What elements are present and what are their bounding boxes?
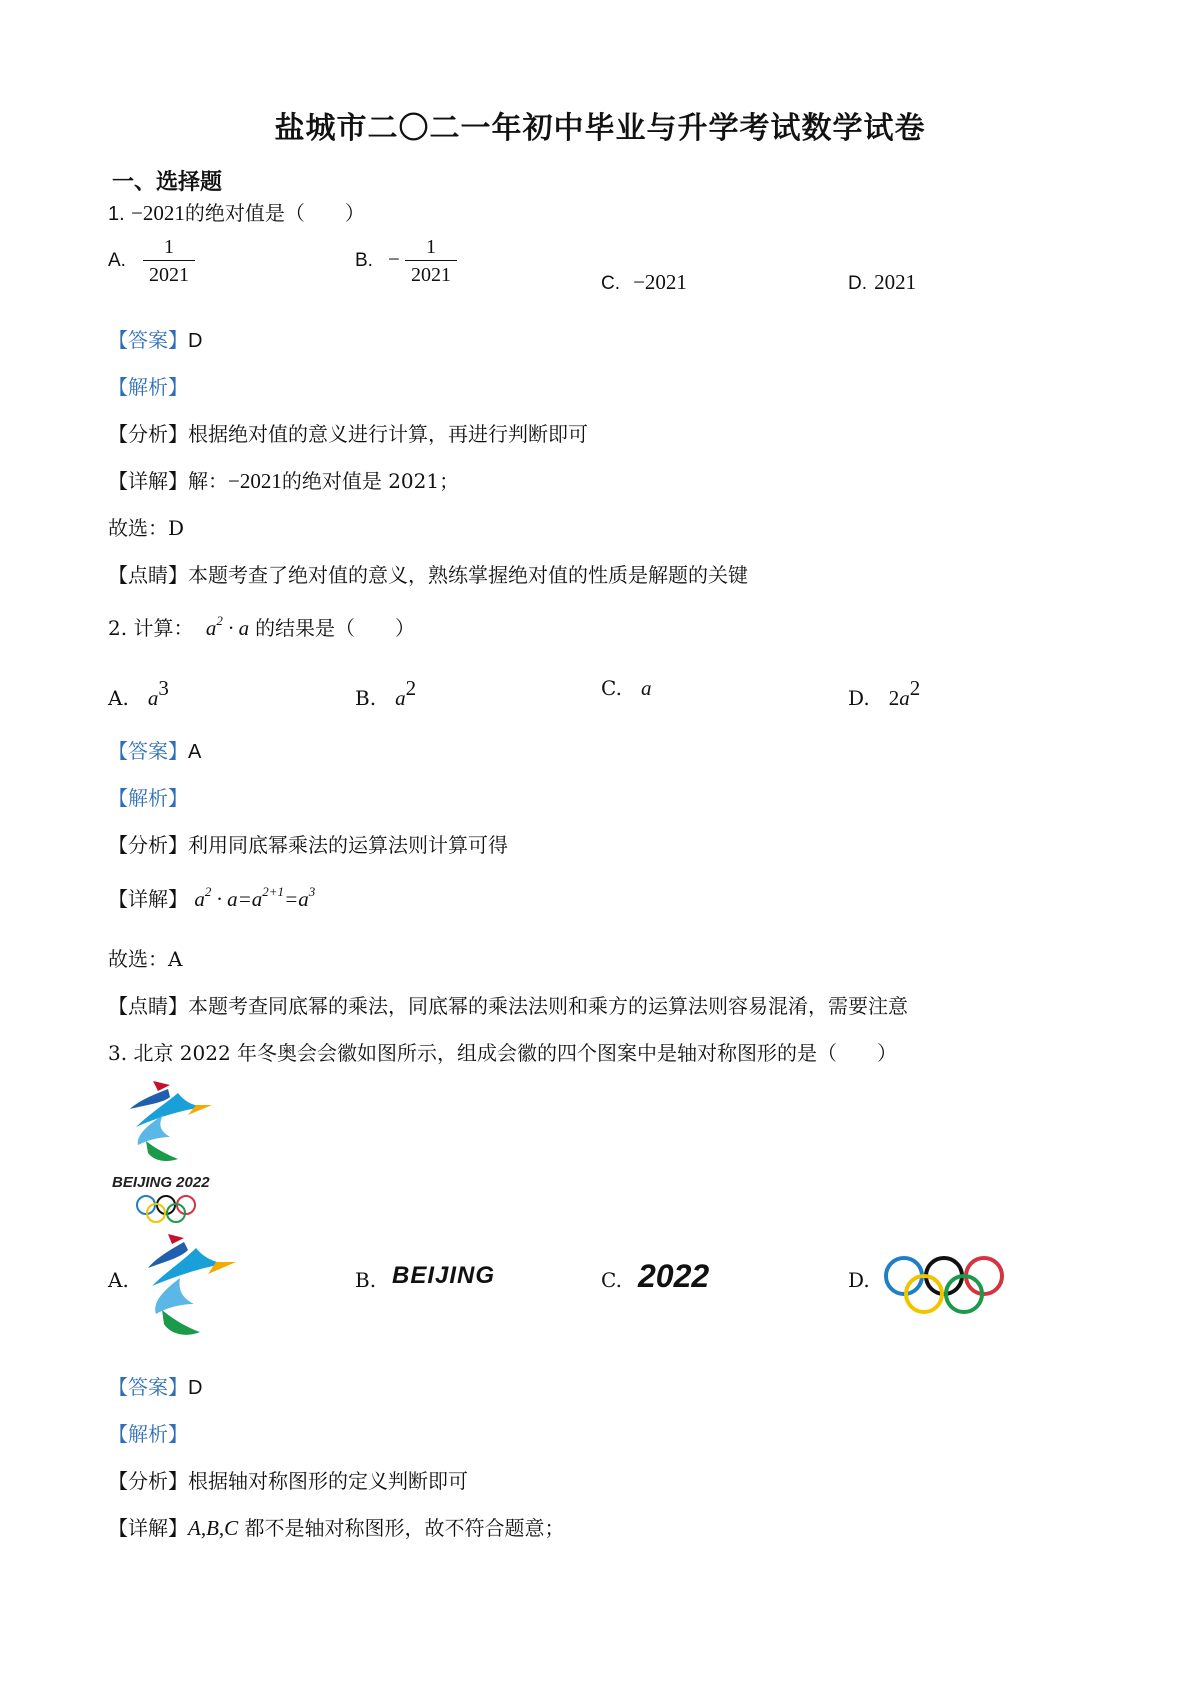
q1-option-d: D. 2021 (848, 270, 917, 294)
section-heading: 一、选择题 (112, 169, 223, 195)
q3-stem: 3. 北京 2022 年冬奥会会徽如图所示，组成会徽的四个图案中是轴对称图形的是（ ） (108, 1041, 898, 1065)
q1-answer: 【答案】D (108, 328, 203, 352)
page-title: 盐城市二〇二一年初中毕业与升学考试数学试卷 (274, 111, 926, 146)
q1-xiangjie: 【详解】解：−2021的绝对值是 2021； (108, 469, 460, 493)
beijing-2022-emblem (108, 1075, 238, 1225)
q2-option-d: D. $2a^2$ (848, 676, 921, 710)
q3-option-c-text: 2022 (638, 1258, 710, 1294)
q3-fenxi: 【分析】根据轴对称图形的定义判断即可 (108, 1469, 468, 1493)
emblem-ribbon-icon (140, 1230, 240, 1340)
svg-text:BEIJING 2022: BEIJING 2022 (112, 1174, 210, 1191)
q2-answer: 【答案】A (108, 739, 202, 763)
q1-option-c: C. −2021 (601, 270, 687, 294)
q3-analysis-tag: 【解析】 (108, 1422, 188, 1446)
q3-xiangjie: 【详解】A,B,C 都不是轴对称图形，故不符合题意； (108, 1516, 565, 1540)
q2-option-a: A. $a^3$ (108, 676, 169, 710)
q2-dianjing: 【点睛】本题考查同底幂的乘法，同底幂的乘法法则和乘方的运算法则容易混淆，需要注意 (108, 994, 908, 1018)
emblem-graphic-icon (108, 1075, 238, 1225)
q1-option-a: A. $\frac{1}{2021}$ (108, 234, 195, 289)
olympic-rings-icon (880, 1252, 1010, 1322)
q1-stem-number: −2021 (131, 201, 185, 225)
q2-option-b: B. $a^2$ (355, 676, 417, 710)
fraction: $\frac{1}{2021}$ (405, 234, 457, 289)
q1-guxuan: 故选：D (108, 516, 185, 540)
q1-analysis-tag: 【解析】 (108, 375, 188, 399)
q3-option-c-label: C. (601, 1268, 622, 1292)
q2-stem: 2. 计算： $a^2 \cdot a$ 的结果是（ ） (108, 613, 416, 640)
q2-derivation: $a^2 \cdot a=a^{2+1}=a^3$ (194, 884, 316, 911)
q2-expression: $a^2 \cdot a$ (205, 613, 250, 640)
q1-stem: 1. −2021的绝对值是（ ） (108, 201, 365, 225)
q3-option-d-label: D. (848, 1268, 870, 1292)
q2-fenxi: 【分析】利用同底幂乘法的运算法则计算可得 (108, 833, 508, 857)
q2-xiangjie: 【详解】 $a^2 \cdot a=a^{2+1}=a^3$ (108, 884, 316, 911)
q1-fenxi: 【分析】根据绝对值的意义进行计算，再进行判断即可 (108, 422, 588, 446)
q1-dianjing: 【点睛】本题考查了绝对值的意义，熟练掌握绝对值的性质是解题的关键 (108, 563, 748, 587)
q1-option-b: B. − $\frac{1}{2021}$ (355, 234, 457, 289)
q2-guxuan: 故选：A (108, 947, 183, 971)
q3-answer: 【答案】D (108, 1375, 203, 1399)
q2-option-c: C. a (601, 676, 652, 700)
q3-option-a-graphic (140, 1230, 240, 1340)
q3-option-a-label: A. (108, 1268, 129, 1292)
q2-analysis-tag: 【解析】 (108, 786, 188, 810)
q3-option-d-graphic (880, 1252, 1010, 1322)
q3-option-b-text: BEIJING (392, 1262, 496, 1289)
fraction: $\frac{1}{2021}$ (143, 234, 195, 289)
q3-option-b-label: B. (355, 1268, 377, 1292)
